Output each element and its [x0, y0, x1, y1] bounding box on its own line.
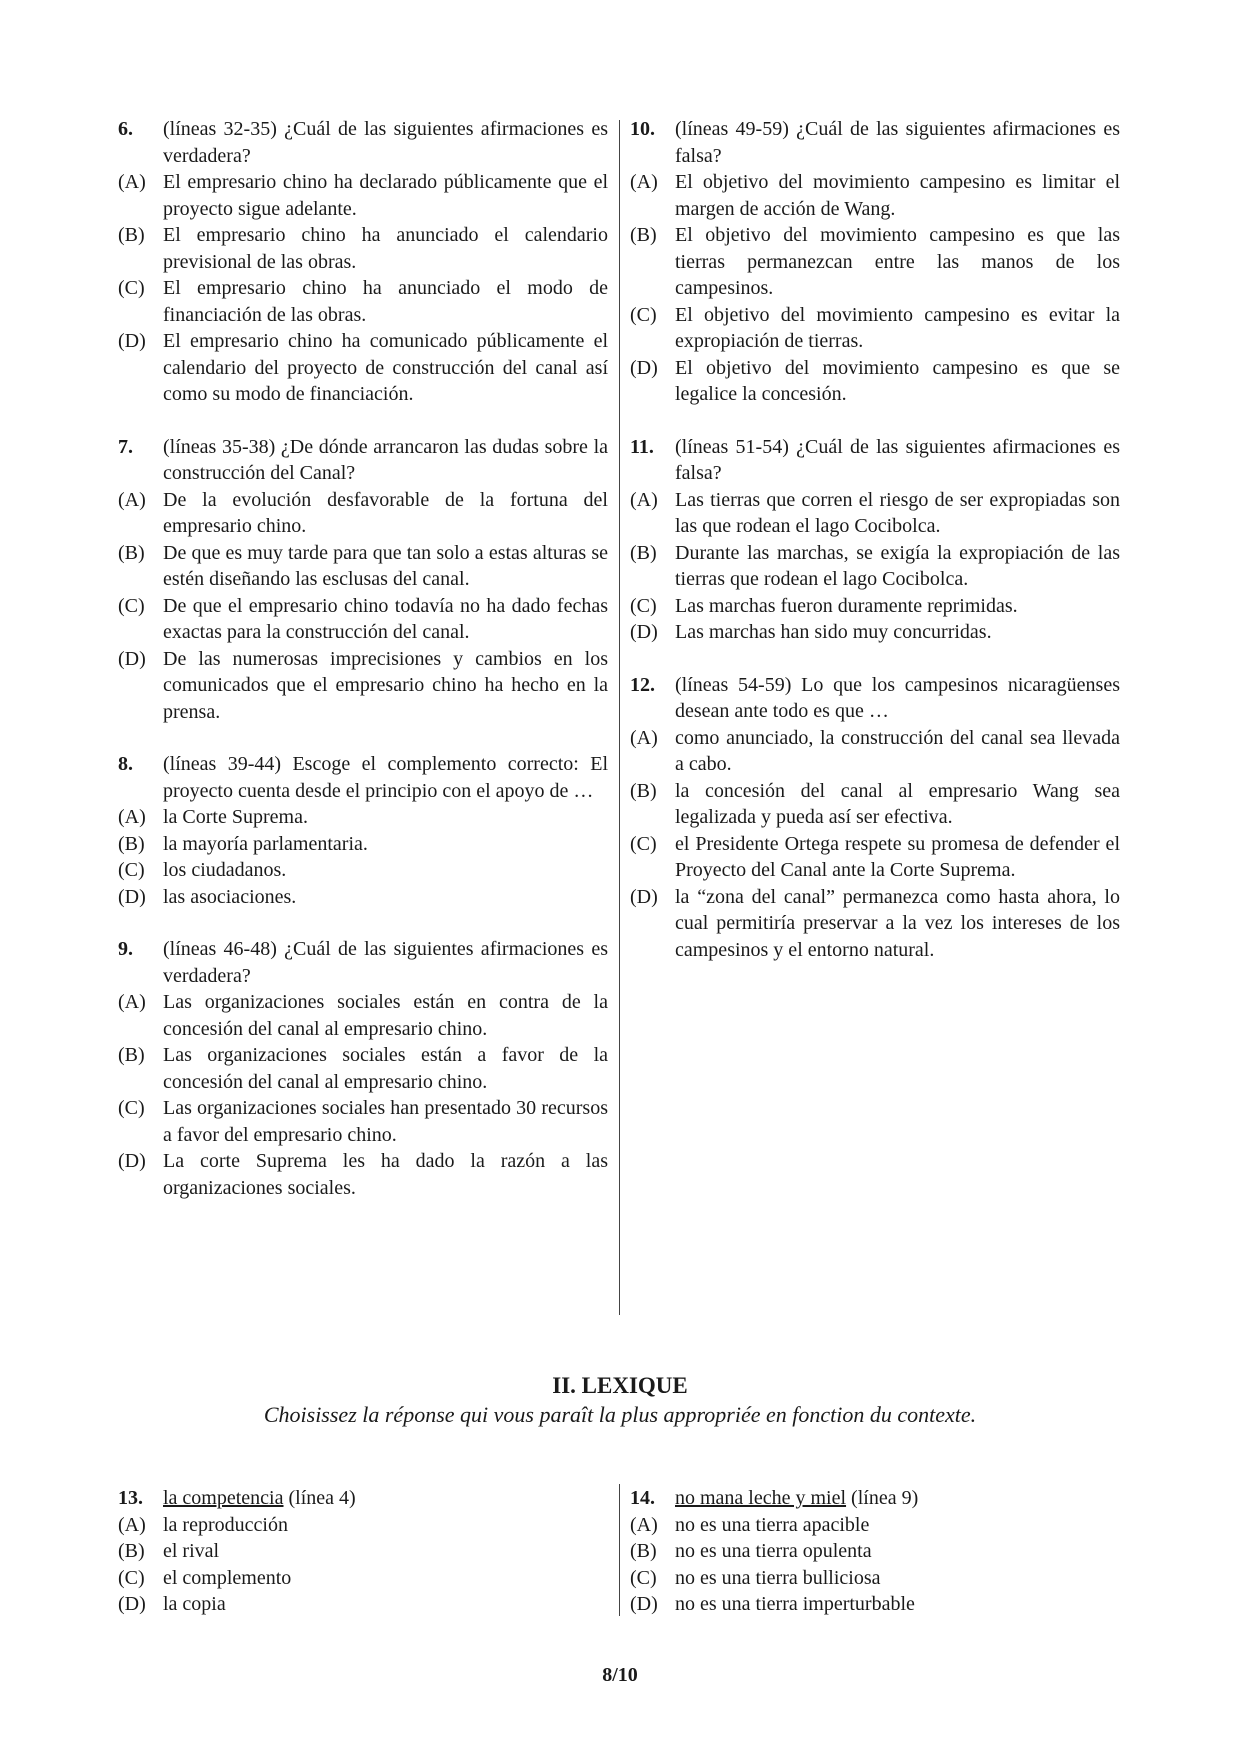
question-stem [118, 936, 608, 989]
question-10 [630, 116, 1120, 408]
answer-option[interactable] [630, 169, 1120, 222]
option-text: De que el empresario chino todavía no ha dado fechas exactas para la construcción del canal. [163, 594, 608, 643]
question-11 [630, 434, 1120, 646]
question-stem [630, 434, 1120, 487]
option-label: (B) [630, 1540, 657, 1562]
answer-option[interactable] [118, 1538, 608, 1565]
option-text: como anunciado, la construcción del canal sea llevada a cabo. [675, 726, 1120, 775]
option-label: (C) [630, 1566, 657, 1589]
option-text: el rival [163, 1540, 220, 1562]
question-stem [630, 672, 1120, 725]
answer-option[interactable] [630, 302, 1120, 355]
question-stem [118, 434, 608, 487]
question-number: 9. [118, 938, 133, 960]
answer-option[interactable] [630, 1538, 1120, 1565]
option-label: (D) [118, 330, 146, 352]
option-text: Las tierras que corren el riesgo de ser expropiadas son las que rodean el lago Cocibolca. [675, 488, 1120, 537]
questions-left-column [118, 116, 608, 1227]
option-text: El empresario chino ha anunciado el calendario previsional de las obras. [163, 224, 608, 273]
answer-option[interactable] [630, 1512, 1120, 1539]
answer-option[interactable] [118, 222, 608, 275]
question-stem [630, 1485, 1120, 1512]
option-text: la copia [163, 1593, 226, 1615]
question-stem [118, 751, 608, 804]
option-label: (D) [630, 1593, 658, 1615]
option-text: De las numerosas imprecisiones y cambios en los comunicados que el empresario chino ha hecho en la prensa. [163, 647, 608, 723]
answer-option[interactable] [630, 619, 1120, 646]
vocabulary-term: no mana leche y miel [675, 1487, 847, 1509]
answer-option[interactable] [630, 222, 1120, 302]
answer-option[interactable] [630, 487, 1120, 540]
question-7 [118, 434, 608, 726]
column-divider [619, 1484, 620, 1616]
question-8 [118, 751, 608, 910]
question-9 [118, 936, 608, 1201]
option-text: El objetivo del movimiento campesino es que las tierras permanezcan entre las manos de los campesinos. [675, 224, 1120, 299]
option-text: el complemento [163, 1566, 292, 1589]
answer-option[interactable] [118, 275, 608, 328]
answer-option[interactable] [118, 1591, 608, 1618]
option-text: no es una tierra bulliciosa [675, 1566, 881, 1589]
vocabulary-term: la competencia [163, 1487, 284, 1509]
option-label: (D) [630, 885, 658, 908]
option-label: (C) [118, 1566, 145, 1589]
option-text: Las organizaciones sociales están en contra de la concesión del canal al empresario chino. [163, 991, 608, 1040]
answer-option[interactable] [630, 1565, 1120, 1592]
option-text: La corte Suprema les ha dado la razón a las organizaciones sociales. [163, 1150, 608, 1199]
option-text: no es una tierra apacible [675, 1513, 870, 1536]
option-text: los ciudadanos. [163, 859, 287, 881]
question-text: (líneas 54-59) Lo que los campesinos nicaragüenses desean ante todo es que … [675, 673, 1120, 722]
option-label: (B) [630, 779, 657, 802]
option-text: Las organizaciones sociales han presentado 30 recursos a favor del empresario chino. [163, 1097, 608, 1146]
answer-option[interactable] [118, 1565, 608, 1592]
option-text: El objetivo del movimiento campesino es limitar el margen de acción de Wang. [675, 171, 1120, 220]
option-label: (C) [630, 303, 657, 326]
questions-right-column [630, 116, 1120, 989]
option-label: (B) [630, 541, 657, 564]
option-label: (A) [118, 488, 146, 511]
column-divider [619, 120, 620, 1315]
question-text: (líneas 46-48) ¿Cuál de las siguientes afirmaciones es verdadera? [163, 938, 608, 987]
option-label: (B) [118, 832, 145, 855]
answer-option[interactable] [630, 1591, 1120, 1618]
option-label: (D) [118, 1593, 146, 1615]
option-text: El objetivo del movimiento campesino es que se legalice la concesión. [675, 356, 1120, 405]
option-text: las asociaciones. [163, 885, 297, 908]
option-label: (A) [118, 1513, 146, 1536]
question-stem [118, 116, 608, 169]
answer-option[interactable] [630, 884, 1120, 964]
line-reference: (línea 9) [846, 1487, 919, 1509]
page-number: 8/10 [602, 1664, 638, 1686]
option-label: (C) [630, 832, 657, 855]
option-label: (C) [118, 594, 145, 617]
question-number: 6. [118, 118, 133, 140]
question-number: 11. [630, 435, 654, 458]
option-text: no es una tierra imperturbable [675, 1593, 915, 1615]
question-14 [630, 1485, 1120, 1618]
option-text: Las marchas fueron duramente reprimidas. [675, 594, 1018, 617]
option-text: Durante las marchas, se exigía la expropiación de las tierras que rodean el lago Cocibolca. [675, 541, 1120, 590]
answer-option[interactable] [118, 831, 608, 858]
answer-option[interactable] [118, 328, 608, 408]
option-label: (A) [118, 806, 146, 828]
option-label: (A) [630, 726, 658, 749]
answer-option[interactable] [118, 169, 608, 222]
option-label: (B) [118, 541, 145, 564]
question-text: (líneas 49-59) ¿Cuál de las siguientes afirmaciones es falsa? [675, 118, 1120, 167]
answer-option[interactable] [118, 1095, 608, 1148]
option-text: la “zona del canal” permanezca como hasta ahora, lo cual permitiría preservar a la vez los intereses de los campesinos y el entorno natural. [675, 885, 1120, 961]
option-label: (A) [630, 488, 658, 511]
option-text: la concesión del canal al empresario Wang sea legalizada y pueda así ser efectiva. [675, 779, 1120, 828]
question-number: 14. [630, 1487, 655, 1509]
option-text: la mayoría parlamentaria. [163, 832, 368, 855]
answer-option[interactable] [118, 884, 608, 911]
answer-option[interactable] [118, 804, 608, 831]
answer-option[interactable] [118, 593, 608, 646]
option-label: (B) [118, 1044, 145, 1066]
option-label: (B) [118, 224, 145, 246]
option-label: (B) [118, 1540, 145, 1562]
option-label: (A) [630, 1513, 658, 1536]
option-text: Las marchas han sido muy concurridas. [675, 621, 992, 643]
option-label: (A) [630, 171, 658, 193]
question-number: 12. [630, 673, 655, 696]
option-label: (A) [118, 991, 146, 1013]
section-title: II. LEXIQUE [552, 1373, 688, 1398]
question-6 [118, 116, 608, 408]
answer-option[interactable] [630, 355, 1120, 408]
answer-option[interactable] [118, 487, 608, 540]
question-number: 10. [630, 118, 655, 140]
answer-option[interactable] [118, 646, 608, 726]
question-text: (líneas 39-44) Escoge el complemento correcto: El proyecto cuenta desde el principio con el apoyo de … [163, 753, 608, 802]
question-stem [118, 1485, 608, 1512]
option-label: (D) [118, 885, 146, 908]
option-text: la Corte Suprema. [163, 806, 308, 828]
option-text: De que es muy tarde para que tan solo a estas alturas se estén diseñando las esclusas del canal. [163, 541, 608, 590]
option-label: (C) [118, 1097, 145, 1119]
option-label: (D) [118, 1150, 146, 1172]
answer-option[interactable] [118, 989, 608, 1042]
option-text: El empresario chino ha comunicado públicamente el calendario del proyecto de construcción del canal así como su modo de financiación. [163, 330, 608, 405]
option-text: Las organizaciones sociales están a favor de la concesión del canal al empresario chino. [163, 1044, 608, 1093]
question-stem [630, 116, 1120, 169]
question-13 [118, 1485, 608, 1618]
option-text: la reproducción [163, 1513, 288, 1536]
option-label: (A) [118, 171, 146, 193]
option-label: (B) [630, 224, 657, 246]
option-text: El objetivo del movimiento campesino es evitar la expropiación de tierras. [675, 303, 1120, 352]
option-text: El empresario chino ha declarado públicamente que el proyecto sigue adelante. [163, 171, 608, 220]
option-text: El empresario chino ha anunciado el modo de financiación de las obras. [163, 277, 608, 326]
question-number: 8. [118, 753, 133, 775]
section-instructions: Choisissez la réponse qui vous paraît la plus appropriée en fonction du contexte. [263, 1402, 977, 1427]
question-number: 7. [118, 435, 133, 458]
option-label: (D) [118, 647, 146, 670]
question-text: (líneas 35-38) ¿De dónde arrancaron las dudas sobre la construcción del Canal? [163, 435, 608, 484]
line-reference: (línea 4) [283, 1487, 356, 1509]
answer-option[interactable] [118, 857, 608, 884]
question-number: 13. [118, 1487, 143, 1509]
question-text: (líneas 32-35) ¿Cuál de las siguientes afirmaciones es verdadera? [163, 118, 608, 167]
answer-option[interactable] [630, 725, 1120, 778]
option-text: no es una tierra opulenta [675, 1540, 872, 1562]
question-text [675, 1485, 1120, 1512]
option-label: (C) [118, 277, 145, 299]
answer-option[interactable] [630, 540, 1120, 593]
option-label: (C) [118, 859, 145, 881]
answer-option[interactable] [118, 540, 608, 593]
option-text: De la evolución desfavorable de la fortuna del empresario chino. [163, 488, 608, 537]
answer-option[interactable] [630, 778, 1120, 831]
answer-option[interactable] [630, 593, 1120, 620]
question-text: (líneas 51-54) ¿Cuál de las siguientes afirmaciones es falsa? [675, 435, 1120, 484]
option-label: (C) [630, 594, 657, 617]
question-12 [630, 672, 1120, 964]
option-label: (D) [630, 621, 658, 643]
answer-option[interactable] [118, 1148, 608, 1201]
option-text: el Presidente Ortega respete su promesa de defender el Proyecto del Canal ante la Corte Suprema. [675, 832, 1120, 881]
answer-option[interactable] [630, 831, 1120, 884]
question-text [163, 1485, 608, 1512]
option-label: (D) [630, 356, 658, 379]
answer-option[interactable] [118, 1512, 608, 1539]
answer-option[interactable] [118, 1042, 608, 1095]
